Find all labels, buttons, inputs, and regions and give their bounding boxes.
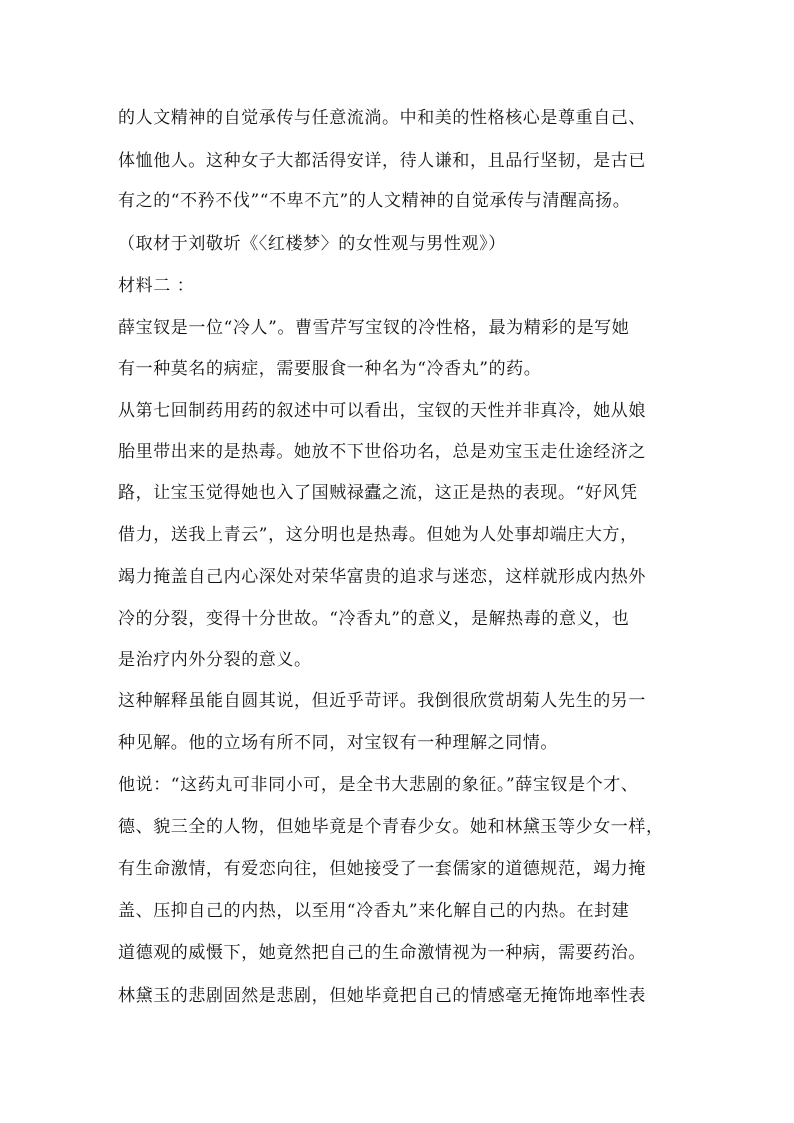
text-line: 的人文精神的自觉承传与任意流淌。中和美的性格核心是尊重自己、 — [118, 108, 646, 128]
text-line: 盖、压抑自己的内热，以至用“冷香丸”来化解自己的内热。在封建 — [118, 901, 630, 921]
section-heading: 材料二 ： — [118, 276, 195, 296]
text-line: 从第七回制药用药的叙述中可以看出，宝钗的天性并非真冷，她从娘 — [118, 401, 646, 421]
text-line: 道德观的威慑下，她竟然把自己的生命激情视为一种病，需要药治。 — [118, 943, 646, 963]
text-line: 林黛玉的悲剧固然是悲剧，但她毕竟把自己的情感毫无掩饰地率性表 — [118, 986, 646, 1006]
text-line: 他说：“这药丸可非同小可，是全书大悲剧的象征。”薛宝钗是个才、 — [118, 775, 639, 795]
text-line: 有生命激情，有爱恋向往，但她接受了一套儒家的道德规范，竭力掩 — [118, 859, 646, 879]
text-line: 竭力掩盖自己内心深处对荣华富贵的追求与迷恋，这样就形成内热外 — [118, 567, 646, 587]
citation-line: （取材于刘敬圻《〈红楼梦〉的女性观与男性观》） — [118, 234, 506, 254]
text-line: 有一种莫名的病症，需要服食一种名为“冷香丸”的药。 — [118, 359, 542, 379]
text-line: 是治疗内外分裂的意义。 — [118, 650, 312, 670]
text-line: 借力，送我上青云”，这分明也是热毒。但她为人处事却端庄大方， — [118, 525, 638, 545]
text-line: 有之的“不矜不伐”“不卑不亢”的人文精神的自觉承传与清醒高扬。 — [118, 191, 631, 211]
text-line: 路，让宝玉觉得她也入了国贼禄蠹之流，这正是热的表现。“好风凭 — [118, 483, 638, 503]
text-line: 种见解。他的立场有所不同，对宝钗有一种理解之同情。 — [118, 733, 558, 753]
text-line: 薛宝钗是一位“冷人”。曹雪芹写宝钗的冷性格，最为精彩的是写她 — [118, 318, 630, 338]
text-line: 这种解释虽能自圆其说，但近乎苛评。我倒很欣赏胡菊人先生的另一 — [118, 691, 646, 711]
text-line: 胎里带出来的是热毒。她放不下世俗功名，总是劝宝玉走仕途经济之 — [118, 442, 646, 462]
text-line: 冷的分裂，变得十分世故。“冷香丸”的意义，是解热毒的意义，也 — [118, 609, 630, 629]
text-line: 体恤他人。这种女子大都活得安详，待人谦和，且品行坚韧，是古已 — [118, 151, 646, 171]
text-line: 德、貌三全的人物，但她毕竟是个青春少女。她和林黛玉等少女一样， — [118, 817, 664, 837]
